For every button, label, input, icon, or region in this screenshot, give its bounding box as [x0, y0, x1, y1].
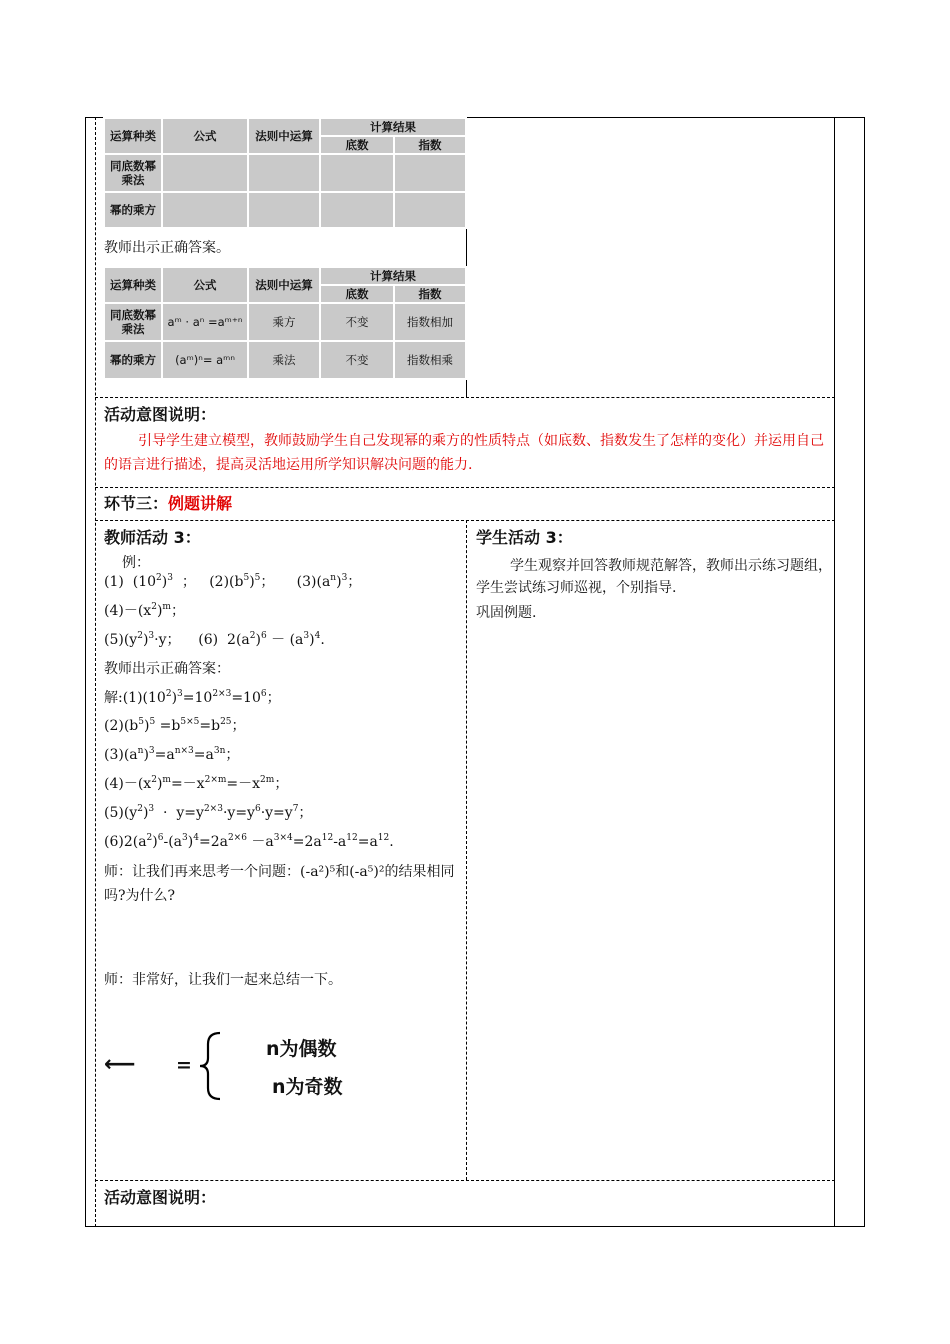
row-op: 乘法 — [248, 341, 320, 379]
intent-label: 活动意图说明： — [104, 405, 217, 424]
section-title: 例题讲解 — [168, 494, 233, 513]
header-formula: 公式 — [162, 267, 248, 303]
row-op — [248, 192, 320, 228]
row-type: 同底数幂乘法 — [104, 303, 162, 341]
example-line-2: $(4)-(x^2)^m$； — [104, 602, 185, 619]
row-formula: (aᵐ)ⁿ= aᵐⁿ — [162, 341, 248, 379]
row-op — [248, 154, 320, 192]
rule-comparison-table-answer — [103, 266, 467, 380]
header-base: 底数 — [320, 136, 394, 154]
row-op: 乘方 — [248, 303, 320, 341]
header-base: 底数 — [320, 285, 394, 303]
header-exp: 指数 — [394, 285, 466, 303]
header-op: 法则中运算 — [248, 267, 320, 303]
arrow-left-icon: ⟵ — [104, 1052, 136, 1077]
equals-sign: = — [176, 1054, 192, 1076]
solution-line-1: 解$:(1)(10^2)^3=10^{2\times 3}=10^6$； — [104, 689, 281, 706]
case-even: n为偶数 — [266, 1038, 337, 1060]
teacher-question: 师：让我们再来思考一个问题：(-a²)⁵和(-a⁵)²的结果相同吗?为什么? — [104, 864, 455, 904]
answer-intro: 教师出示正确答案。 — [104, 240, 230, 256]
row-formula — [162, 192, 248, 228]
teacher-heading: 教师活动 3： — [104, 528, 201, 547]
brace-icon — [196, 1030, 226, 1102]
header-type: 运算种类 — [104, 267, 162, 303]
row-base — [320, 154, 394, 192]
student-note: 巩固例题. — [476, 605, 537, 621]
row-formula: aᵐ · aⁿ =aᵐ⁺ⁿ — [162, 303, 248, 341]
header-op: 法则中运算 — [248, 118, 320, 154]
case-odd: n为奇数 — [272, 1076, 343, 1098]
section-heading — [104, 491, 232, 514]
row-exp — [394, 154, 466, 192]
header-type: 运算种类 — [104, 118, 162, 154]
row-formula — [162, 154, 248, 192]
row-type: 同底数幂乘法 — [104, 154, 162, 192]
solution-line-5: $(5)(y^2)^3 \cdot y=y^{2\times 3}\cdot y=y^6\cdot y=y^7$； — [104, 804, 313, 821]
row-exp: 指数相加 — [394, 303, 466, 341]
header-result: 计算结果 — [320, 118, 466, 136]
example-label: 例： — [122, 555, 150, 571]
row-exp — [394, 192, 466, 228]
solution-line-4: $(4)-(x^2)^m=-x^{2\times m}=-x^{2m}$； — [104, 775, 289, 792]
teacher-answer-intro: 教师出示正确答案： — [104, 661, 230, 677]
header-result: 计算结果 — [320, 267, 466, 285]
row-type: 幂的乘方 — [104, 192, 162, 228]
student-text: 学生观察并回答教师规范解答，教师出示练习题组，学生尝试练习师巡视，个别指导. — [476, 558, 832, 596]
solution-line-2: $(2)(b^5)^5 =b^{5\times 5}=b^{25}$； — [104, 717, 246, 734]
intent-text: 引导学生建立模型，教师鼓励学生自己发现幂的乘方的性质特点（如底数、指数发生了怎样的变化）并运用自己的语言进行描述，提高灵活地运用所学知识解决问题的能力. — [104, 433, 824, 473]
row-base: 不变 — [320, 303, 394, 341]
row-base — [320, 192, 394, 228]
rule-comparison-table-blank — [103, 117, 467, 229]
teacher-summary: 师：非常好，让我们一起来总结一下。 — [104, 972, 342, 988]
row-type: 幂的乘方 — [104, 341, 162, 379]
solution-line-6: $(6)2(a^2)^6-(a^3)^4=2a^{2\times 6} -a^{3\times 4}=2a^{12}-a^{12}=a^{12}$. — [104, 833, 394, 850]
header-exp: 指数 — [394, 136, 466, 154]
solution-line-3: $(3)(a^n)^3=a^{n\times 3}=a^{3n}$； — [104, 746, 240, 763]
intent-label-2: 活动意图说明： — [104, 1188, 217, 1207]
header-formula: 公式 — [162, 118, 248, 154]
example-line-3: $(5)(y^2)^3\cdot y$； (6) $2(a^2)^6 - (a^3)^4$. — [104, 631, 325, 648]
row-exp: 指数相乘 — [394, 341, 466, 379]
example-line-1: (1) $(10^2)^3$ ； $(2)(b^5)^5$； $(3)(a^n)^3$； — [104, 573, 362, 590]
student-heading: 学生活动 3： — [476, 528, 573, 547]
section-prefix: 环节三： — [104, 494, 169, 513]
row-base: 不变 — [320, 341, 394, 379]
